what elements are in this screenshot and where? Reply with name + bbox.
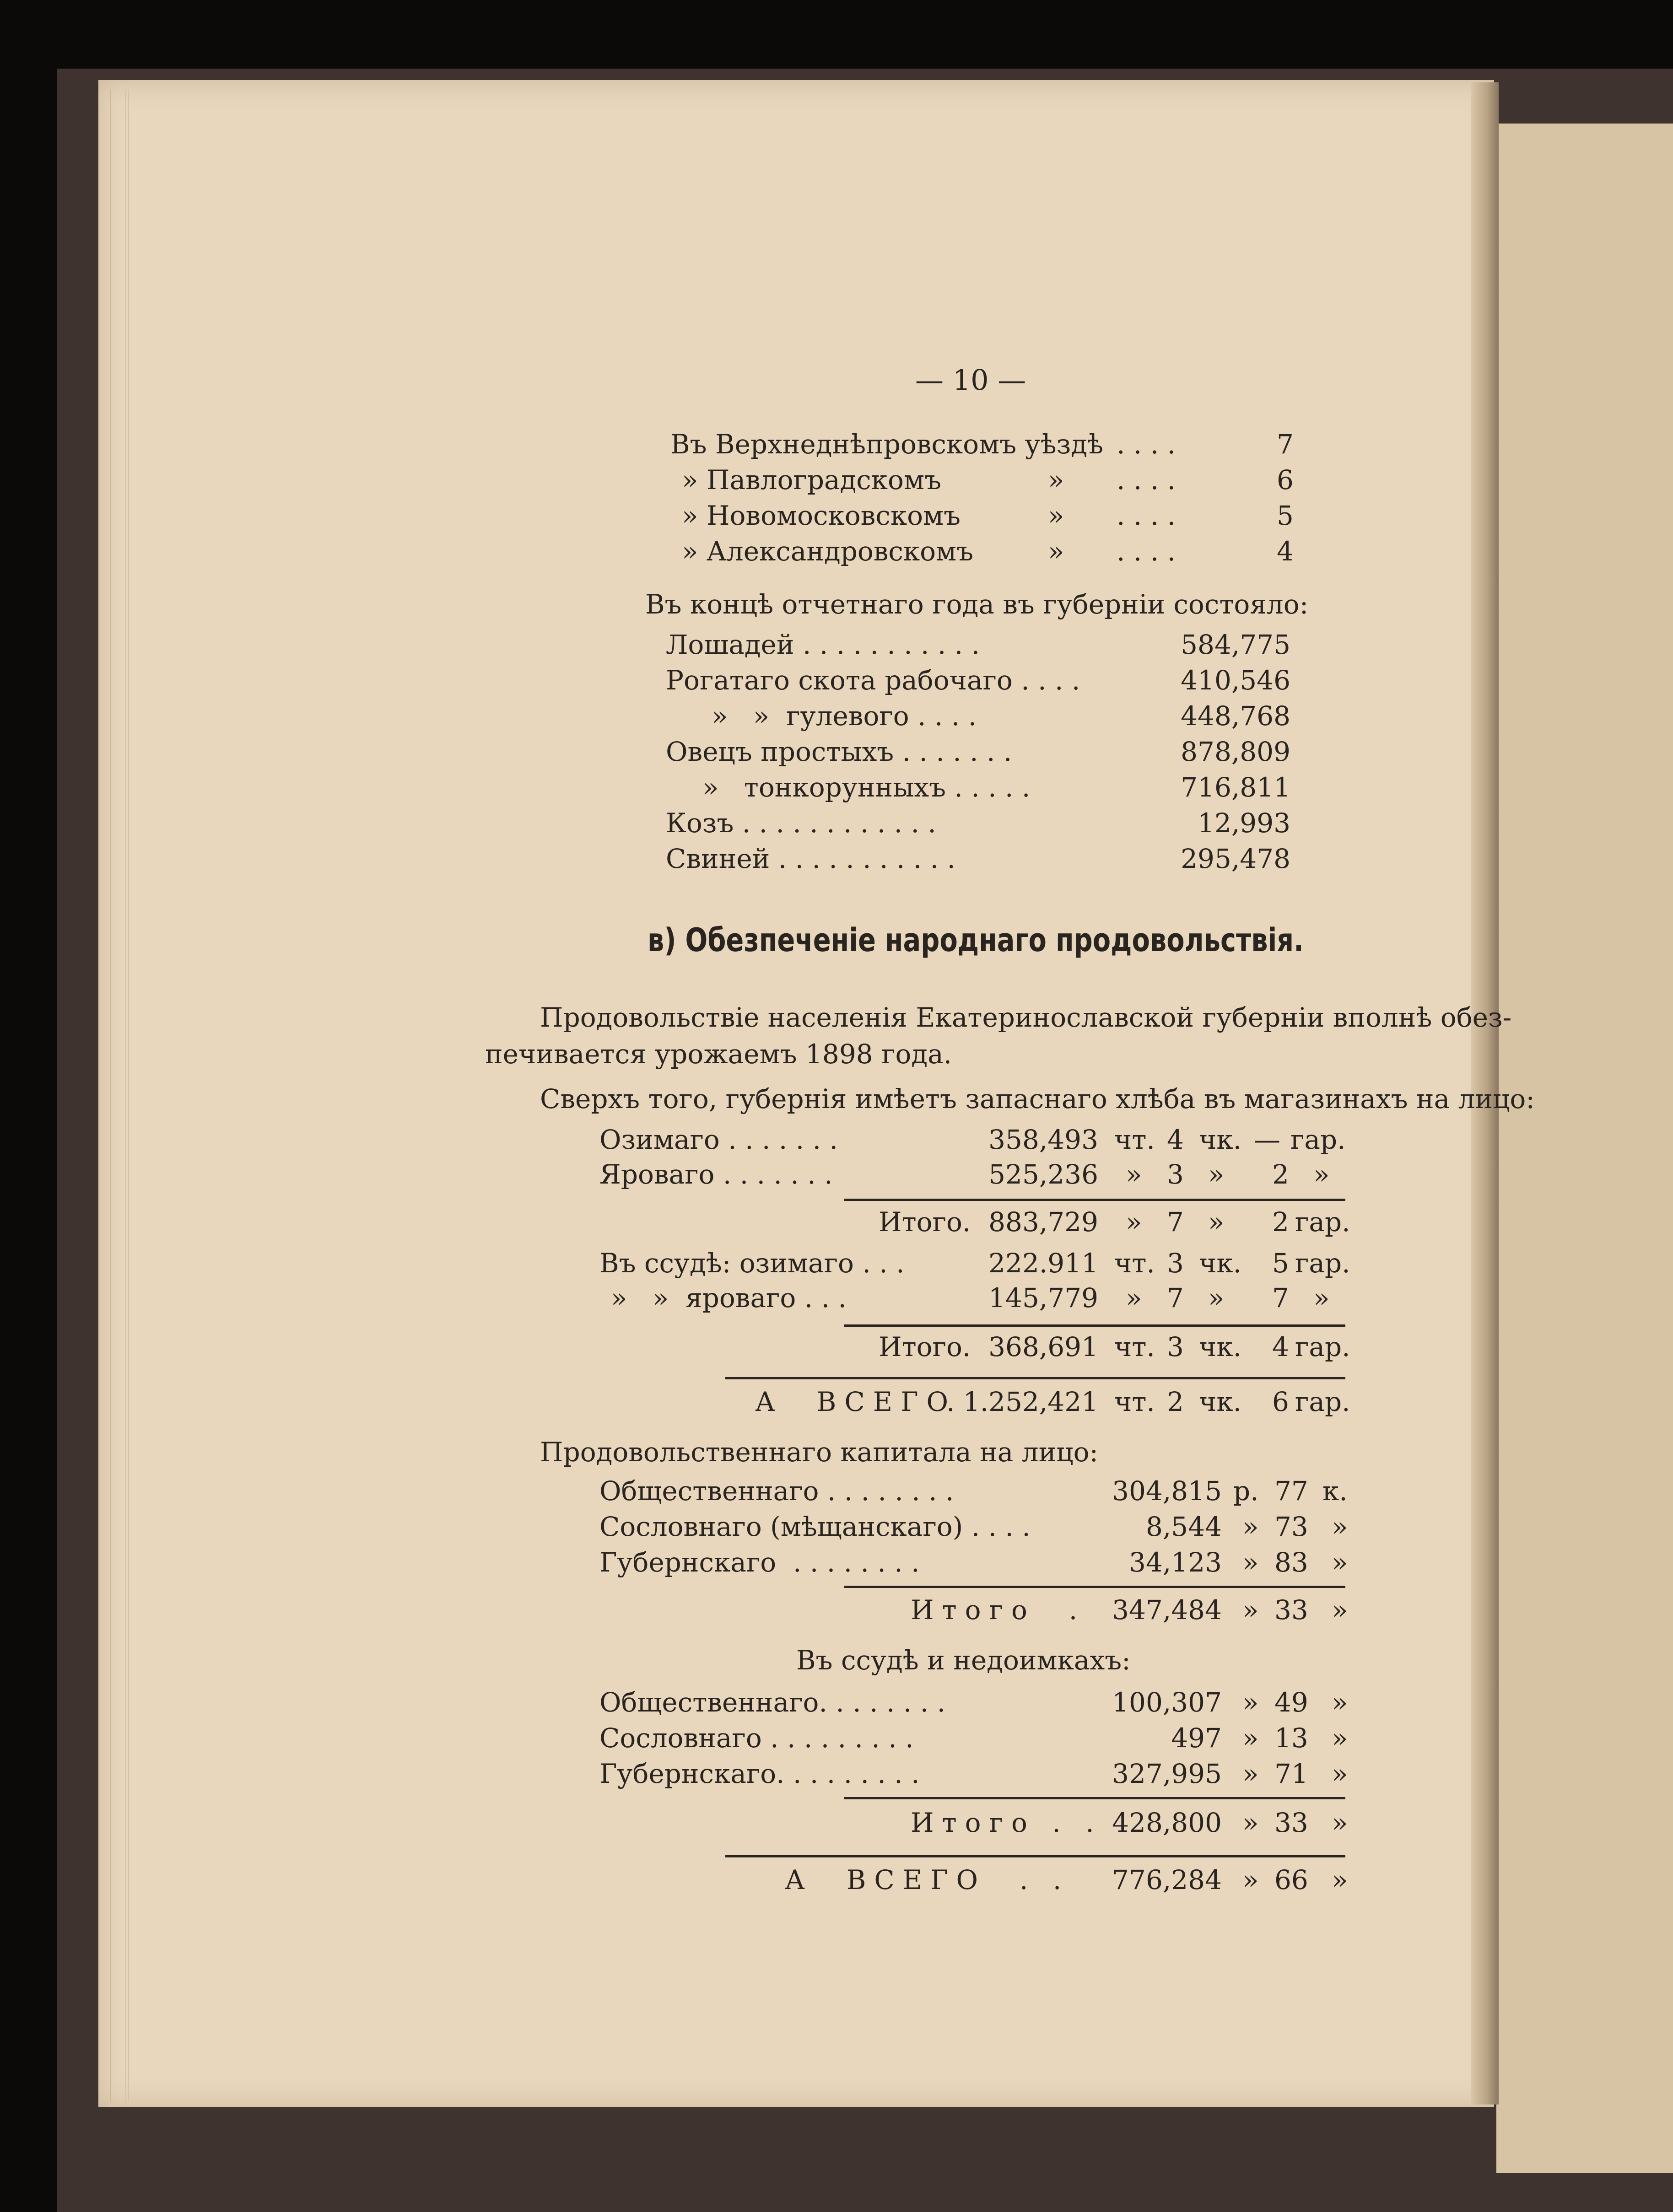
- table-rule: [844, 1324, 1345, 1327]
- grain-unit: »: [1208, 1206, 1225, 1238]
- loans-unit: »: [1332, 1864, 1348, 1895]
- uezd-value: 5: [1277, 500, 1294, 531]
- loans-unit: »: [1332, 1758, 1348, 1789]
- grain-value: 525,236: [988, 1159, 1098, 1190]
- grain-value: 7: [1167, 1206, 1184, 1238]
- grain-value: 2: [1272, 1206, 1289, 1238]
- table-rule: [725, 1377, 1345, 1379]
- grain-label: » » яроваго . . .: [611, 1282, 847, 1313]
- loans-value: 327,995: [1112, 1758, 1222, 1789]
- livestock-label: Овецъ простыхъ . . . . . . .: [666, 736, 1012, 767]
- grain-total-label: Итого.: [879, 1331, 971, 1362]
- loans-label: Сословнаго . . . . . . . . .: [599, 1722, 914, 1754]
- facing-page: [1496, 124, 1673, 2173]
- loans-label: Губернскаго. . . . . . . . .: [599, 1758, 920, 1789]
- table-rule: [725, 1855, 1345, 1857]
- capital-total-label: Итого .: [911, 1594, 1086, 1625]
- grain-value: 7: [1272, 1282, 1289, 1313]
- grain-grand-label: А ВСЕГО: [755, 1386, 957, 1417]
- grain-unit: чт.: [1114, 1331, 1155, 1362]
- loans-unit: »: [1242, 1722, 1259, 1754]
- livestock-label: » тонкорунныхъ . . . . .: [702, 772, 1031, 803]
- grain-unit: »: [1208, 1159, 1225, 1190]
- loans-unit: »: [1332, 1722, 1348, 1754]
- loans-grand-value: 776,284: [1112, 1864, 1222, 1895]
- grain-label: Въ ссудѣ: озимаго . . .: [599, 1248, 905, 1279]
- grain-unit: чк.: [1199, 1124, 1242, 1155]
- grain-value: 3: [1167, 1248, 1184, 1279]
- grain-unit: чк.: [1199, 1331, 1242, 1362]
- grain-unit: чт.: [1114, 1124, 1155, 1155]
- capital-unit: »: [1242, 1511, 1259, 1542]
- uezd-value: 7: [1277, 429, 1294, 460]
- paragraph-line: Продовольствіе населенія Екатеринославской губерніи вполнѣ обез-: [540, 1002, 1512, 1033]
- grain-value: 6: [1272, 1386, 1289, 1417]
- grain-label: Озимаго . . . . . . .: [599, 1124, 838, 1155]
- livestock-label: Козъ . . . . . . . . . . . .: [666, 807, 936, 839]
- grain-total-value: 883,729: [988, 1206, 1098, 1238]
- loans-label: Общественнаго. . . . . . . .: [599, 1687, 946, 1718]
- loans-kop: 49: [1274, 1687, 1308, 1718]
- page-edge: [128, 89, 143, 2102]
- livestock-intro: Въ концѣ отчетнаго года въ губерніи состояло:: [645, 589, 1309, 620]
- grain-value: 358,493: [988, 1124, 1098, 1155]
- livestock-label: Рогатаго скота рабочаго . . . .: [666, 665, 1080, 696]
- livestock-value: 12,993: [1198, 807, 1290, 839]
- livestock-value: 878,809: [1181, 736, 1290, 767]
- grain-unit: »: [1313, 1282, 1330, 1313]
- livestock-label: Свиней . . . . . . . . . . .: [666, 843, 955, 874]
- loans-intro: Въ ссудѣ и недоимкахъ:: [796, 1645, 1131, 1676]
- grain-value: 2: [1272, 1159, 1289, 1190]
- grain-unit: гар.: [1295, 1386, 1350, 1417]
- grain-unit: »: [1126, 1206, 1142, 1238]
- loans-value: 497: [1171, 1722, 1222, 1754]
- grain-grand-value: . 1.252,421: [946, 1386, 1098, 1417]
- page-edge: [110, 89, 126, 2102]
- grain-unit: »: [1313, 1159, 1330, 1190]
- capital-value: 304,815: [1112, 1475, 1222, 1507]
- grain-value: 2: [1167, 1386, 1184, 1417]
- uezd-label: » Новомосковскомъ: [682, 500, 961, 531]
- grain-label: Яроваго . . . . . . .: [599, 1159, 833, 1190]
- loans-kop: 71: [1274, 1758, 1308, 1789]
- grain-value: 7: [1167, 1282, 1184, 1313]
- uezd-dots: . . . .: [1117, 464, 1176, 495]
- loans-grand-label: А ВСЕГО . .: [785, 1864, 1070, 1895]
- capital-unit: к.: [1322, 1475, 1348, 1507]
- table-rule: [844, 1797, 1345, 1799]
- capital-unit: »: [1242, 1547, 1259, 1578]
- grain-value: 145,779: [988, 1282, 1098, 1313]
- loans-total-value: 428,800: [1112, 1807, 1222, 1838]
- uezd-value: 4: [1277, 536, 1294, 567]
- section-title: в) Обезпеченіе народнаго продовольствія.: [648, 921, 1304, 959]
- capital-label: Сословнаго (мѣщанскаго) . . . .: [599, 1511, 1031, 1542]
- uezd-label: Въ Верхнеднѣпровскомъ уѣздѣ: [670, 429, 1103, 460]
- livestock-value: 295,478: [1181, 843, 1290, 874]
- loans-value: 100,307: [1112, 1687, 1222, 1718]
- grain-unit: »: [1208, 1282, 1225, 1313]
- grain-value: 4: [1272, 1331, 1289, 1362]
- uezd-label: » Павлоградскомъ: [682, 464, 941, 495]
- capital-label: Общественнаго . . . . . . . .: [599, 1475, 954, 1507]
- loans-unit: »: [1332, 1687, 1348, 1718]
- capital-intro: Продовольственнаго капитала на лицо:: [540, 1437, 1099, 1468]
- capital-unit: р.: [1233, 1475, 1259, 1507]
- grain-unit: чт.: [1114, 1386, 1155, 1417]
- capital-unit: »: [1332, 1594, 1348, 1625]
- capital-kop: 33: [1274, 1594, 1308, 1625]
- livestock-value: 448,768: [1181, 700, 1290, 732]
- loans-total-label: Итого . .: [911, 1807, 1102, 1838]
- grain-value: 222.911: [988, 1248, 1098, 1279]
- loans-kop: 13: [1274, 1722, 1308, 1754]
- capital-kop: 77: [1274, 1475, 1308, 1507]
- loans-unit: »: [1242, 1687, 1259, 1718]
- grain-unit: гар.: [1295, 1331, 1350, 1362]
- grain-value: 5: [1272, 1248, 1289, 1279]
- grain-value: 4: [1167, 1124, 1184, 1155]
- grain-unit: гар.: [1295, 1248, 1350, 1279]
- page-number: — 10 —: [915, 363, 1026, 397]
- loans-kop: 33: [1274, 1807, 1308, 1838]
- table-rule: [844, 1199, 1345, 1201]
- capital-value: 34,123: [1129, 1547, 1222, 1578]
- capital-total-value: 347,484: [1112, 1594, 1222, 1625]
- capital-label: Губернскаго . . . . . . . .: [599, 1547, 920, 1578]
- paragraph-line: печивается урожаемъ 1898 года.: [485, 1039, 952, 1070]
- grain-value: 3: [1167, 1159, 1184, 1190]
- uezd-dots: . . . .: [1117, 429, 1176, 460]
- grain-unit: чт.: [1114, 1248, 1155, 1279]
- uezd-ditto: »: [1048, 536, 1064, 567]
- uezd-dots: . . . .: [1117, 500, 1176, 531]
- grain-unit: »: [1126, 1159, 1142, 1190]
- grain-value: 3: [1167, 1331, 1184, 1362]
- grain-unit: »: [1126, 1282, 1142, 1313]
- loans-unit: »: [1332, 1807, 1348, 1838]
- livestock-value: 716,811: [1181, 772, 1290, 803]
- uezd-ditto: »: [1048, 464, 1064, 495]
- capital-kop: 73: [1274, 1511, 1308, 1542]
- capital-value: 8,544: [1145, 1511, 1222, 1542]
- grain-value: —: [1254, 1124, 1280, 1155]
- loans-unit: »: [1242, 1758, 1259, 1789]
- loans-unit: »: [1242, 1864, 1259, 1895]
- grain-unit: гар.: [1295, 1206, 1350, 1238]
- paragraph-line: Сверхъ того, губернія имѣетъ запаснаго хлѣба въ магазинахъ на лицо:: [540, 1083, 1535, 1114]
- livestock-value: 584,775: [1181, 629, 1290, 660]
- loans-unit: »: [1242, 1807, 1259, 1838]
- table-rule: [844, 1586, 1345, 1588]
- grain-total-label: Итого.: [879, 1206, 971, 1238]
- grain-unit: чк.: [1199, 1248, 1242, 1279]
- uezd-label: » Александровскомъ: [682, 536, 974, 567]
- uezd-value: 6: [1277, 464, 1294, 495]
- capital-unit: »: [1332, 1511, 1348, 1542]
- loans-kop: 66: [1274, 1864, 1308, 1895]
- uezd-dots: . . . .: [1117, 536, 1176, 567]
- uezd-ditto: »: [1048, 500, 1064, 531]
- capital-unit: »: [1332, 1547, 1348, 1578]
- capital-unit: »: [1242, 1594, 1259, 1625]
- grain-unit: чк.: [1199, 1386, 1242, 1417]
- livestock-value: 410,546: [1181, 665, 1290, 696]
- livestock-label: Лошадей . . . . . . . . . . .: [666, 629, 980, 660]
- grain-total-value: 368,691: [988, 1331, 1098, 1362]
- capital-kop: 83: [1274, 1547, 1308, 1578]
- livestock-label: » » гулевого . . . .: [712, 700, 977, 732]
- grain-unit: гар.: [1290, 1124, 1346, 1155]
